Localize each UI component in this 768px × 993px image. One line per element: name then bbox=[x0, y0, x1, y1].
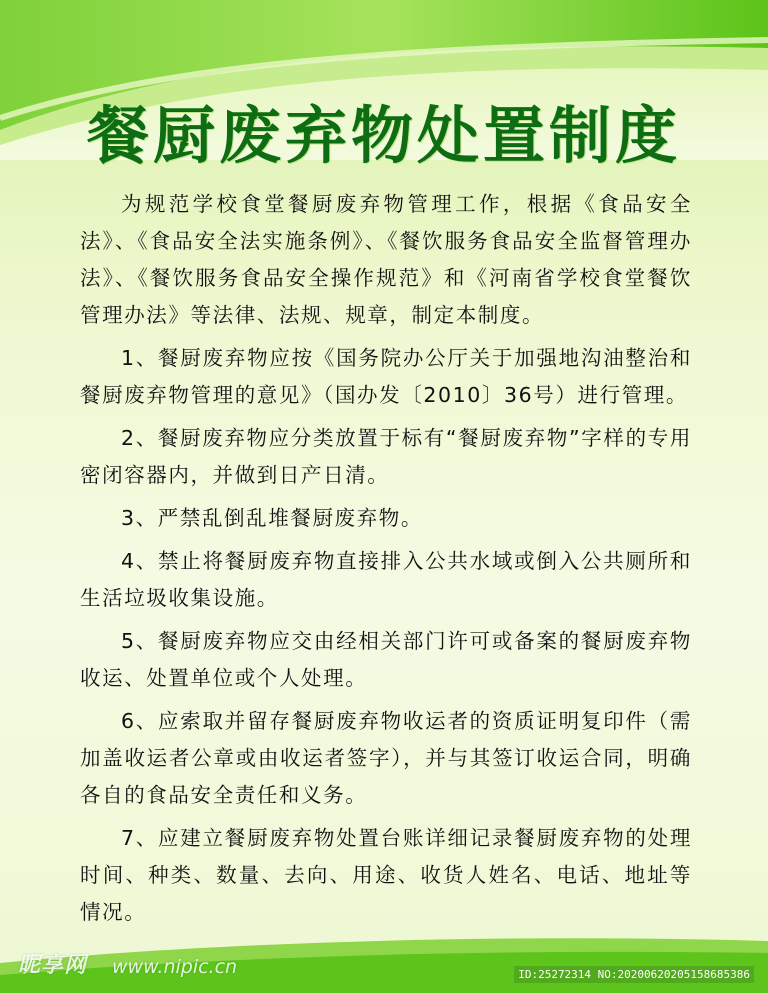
clause-3: 3、严禁乱倒乱堆餐厨废弃物。 bbox=[121, 506, 423, 530]
clause-1: 1、餐厨废弃物应按《国务院办公厅关于加强地沟油整治和餐厨废弃物管理的意见》（国办发〔2010〕36号）进行管理。 bbox=[80, 346, 692, 407]
clause-2: 2、餐厨废弃物应分类放置于标有“餐厨废弃物”字样的专用密闭容器内，并做到日产日清。 bbox=[80, 426, 692, 487]
clause-6: 6、应索取并留存餐厨废弃物收运者的资质证明复印件（需加盖收运者公章或由收运者签字），并与其签订收运合同，明确各自的食品安全责任和义务。 bbox=[80, 709, 692, 807]
clause-7: 7、应建立餐厨废弃物处置台账详细记录餐厨废弃物的处理时间、种类、数量、去向、用途、收货人姓名、电话、地址等情况。 bbox=[80, 826, 692, 924]
watermark-id: ID:25272314 NO:20200620205158685386 bbox=[514, 966, 754, 983]
intro-paragraph: 为规范学校食堂餐厨废弃物管理工作，根据《食品安全法》、《食品安全法实施条例》、《餐饮服务食品安全监督管理办法》、《餐饮服务食品安全操作规范》和《河南省学校食堂餐饮管理办法》等法律、法规、规章，制定本制度。 bbox=[80, 192, 692, 327]
watermark-logo: 昵享网 bbox=[18, 953, 88, 978]
regulation-text bbox=[80, 186, 692, 937]
page-title: 餐厨废弃物处置制度 bbox=[86, 99, 681, 172]
watermark-url: www.nipic.cn bbox=[112, 956, 238, 978]
clause-5: 5、餐厨废弃物应交由经相关部门许可或备案的餐厨废弃物收运、处置单位或个人处理。 bbox=[80, 629, 692, 690]
clause-4: 4、禁止将餐厨废弃物直接排入公共水域或倒入公共厕所和生活垃圾收集设施。 bbox=[80, 549, 692, 610]
